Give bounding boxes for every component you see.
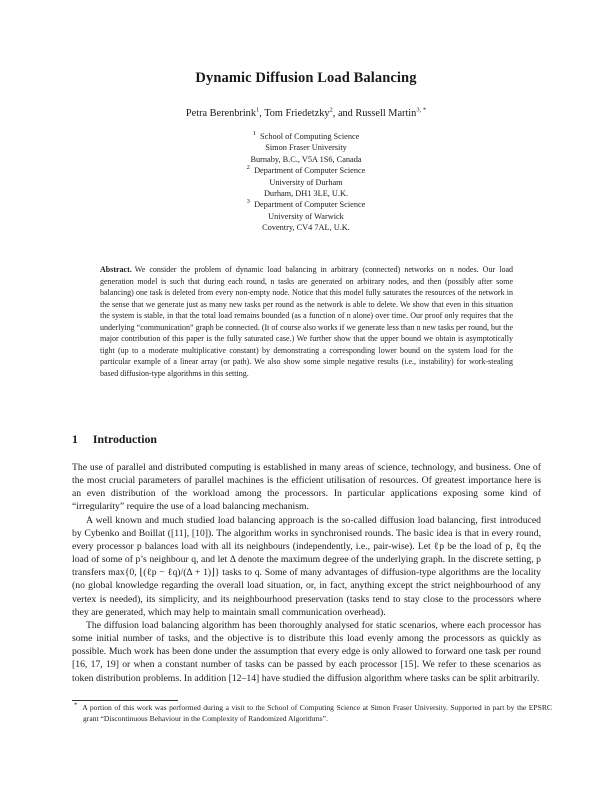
affiliation-text: School of Computing Science (260, 132, 360, 141)
author-mark: 1 (255, 106, 260, 114)
author-separator: , and (332, 108, 356, 119)
paragraph: The diffusion load balancing algorithm has been thoroughly analysed for static scenarios, where each processor has some initial number of tasks, and the objective is to distribute this load evenly among the processors as quickly as possible. Much work has been done under the assumption that every edge is only allowed to forward one task per round [16, 17, 19] or when a constant number of tasks can be passed by each processor [15]. We refer to these scenarios as token distribution problems. In addition [12–14] have studied the diffusion algorithm where tasks can be split arbitrarily. (72, 619, 541, 684)
affiliation-text: Department of Computer Science (254, 200, 366, 210)
footnote-text: A portion of this work was performed during a visit to the School of Computing Science at Simon Fraser University. Supported in part by the EPSRC grant “Discontinuous Behaviour in the Complexity of Randomized Algorithms”. (82, 703, 553, 723)
footnote-rule (72, 700, 178, 701)
author-name: Russell Martin (355, 108, 417, 119)
affiliation-line (0, 165, 612, 176)
affiliation-line (0, 131, 612, 142)
author-list (0, 108, 612, 119)
author-name: Petra Berenbrink (185, 108, 256, 119)
affiliation-line: Coventry, CV4 7AL, U.K. (262, 223, 350, 233)
affiliation-line: Durham, DH1 3LE, U.K. (263, 189, 349, 199)
author-separator: , (259, 108, 265, 119)
affiliation-line: Simon Fraser University (265, 143, 347, 153)
author-mark: 3, * (416, 106, 427, 114)
affiliation-line (0, 199, 612, 210)
affiliation-text: Department of Computer Science (254, 166, 366, 176)
footnote (72, 703, 552, 724)
paper-title: Dynamic Diffusion Load Balancing (195, 70, 417, 86)
affiliations (0, 131, 612, 234)
section-number: 1 (72, 432, 78, 446)
affiliation-mark: 2 (246, 164, 250, 172)
paragraph: The use of parallel and distributed computing is established in many areas of science, technology, and business. One of the most crucial parameters of parallel machines is the efficient utilisation of resources. Of greatest importance here is an even distribution of the workload among the processors. In particular applications exposing some kind of “irregularity” require the use of a load balancing mechanism. (72, 462, 541, 513)
body-text (72, 461, 541, 685)
affiliation-mark: 1 (252, 130, 256, 138)
affiliation-line: Burnaby, B.C., V5A 1S6, Canada (250, 154, 362, 164)
affiliation-mark: 3 (246, 198, 250, 206)
paragraph: A well known and much studied load balancing approach is the so-called diffusion load balancing, first introduced by Cybenko and Boillat ([11], [10]). The algorithm works in synchronised rounds. The basic idea is that in every round, every processor p balances load with all its neighbours (independently, i.e., pair-wise). Let ℓp be the load of p, ℓq the load of some of p’s neighbour q, and let Δ denote the maximum degree of the underlying graph. In the discrete setting, p transfers max{0, ⌊(ℓp − ℓq)/(Δ + 1)⌋} tasks to q. Some of many advantages of diffusion-type algorithms are the locality (no global knowledge regarding the overall load situation, or, in fact, anything except the strict neighbourhood of any vertex is needed), its simplicity, and its neighbourhood preservation (tasks tend to stay close to the processors where they are generated, which may help to maintain small communication overhead). (72, 514, 541, 618)
affiliation-line: University of Warwick (268, 211, 344, 221)
section-title: Introduction (92, 432, 157, 446)
section-heading (72, 432, 157, 447)
abstract (100, 264, 513, 379)
author-name: Tom Friedetzky (264, 108, 330, 119)
footnote-mark: * (74, 701, 78, 709)
abstract-text: We consider the problem of dynamic load balancing in arbitrary (connected) networks on n nodes. Our load generation model is such that during each round, n tasks are generated on arbitrary nodes, and then (possibly after some balancing) one task is deleted from every non-empty node. Notice that this model fully saturates the resources of the network in the sense that we generate just as many new tasks per round as the network is able to delete. We show that even in this situation the system is stable, in that the total load remains bounded (as a function of n alone) over time. Our proof only requires that the underlying “communication” graph be connected. (It of course also works if we generate less than n new tasks per round, but the major contribution of this paper is the fully saturated case.) We further show that the upper bound we obtain is asymptotically tight (up to a moderate multiplicative constant) by demonstrating a corresponding lower bound on the system load for the particular example of a linear array (or path). We also show some simple negative results (i.e., instability) for work-stealing based diffusion-type algorithms in this setting. (100, 265, 513, 378)
author-mark: 2 (329, 106, 333, 114)
abstract-label: Abstract. (100, 265, 132, 274)
affiliation-line: University of Durham (269, 177, 343, 187)
